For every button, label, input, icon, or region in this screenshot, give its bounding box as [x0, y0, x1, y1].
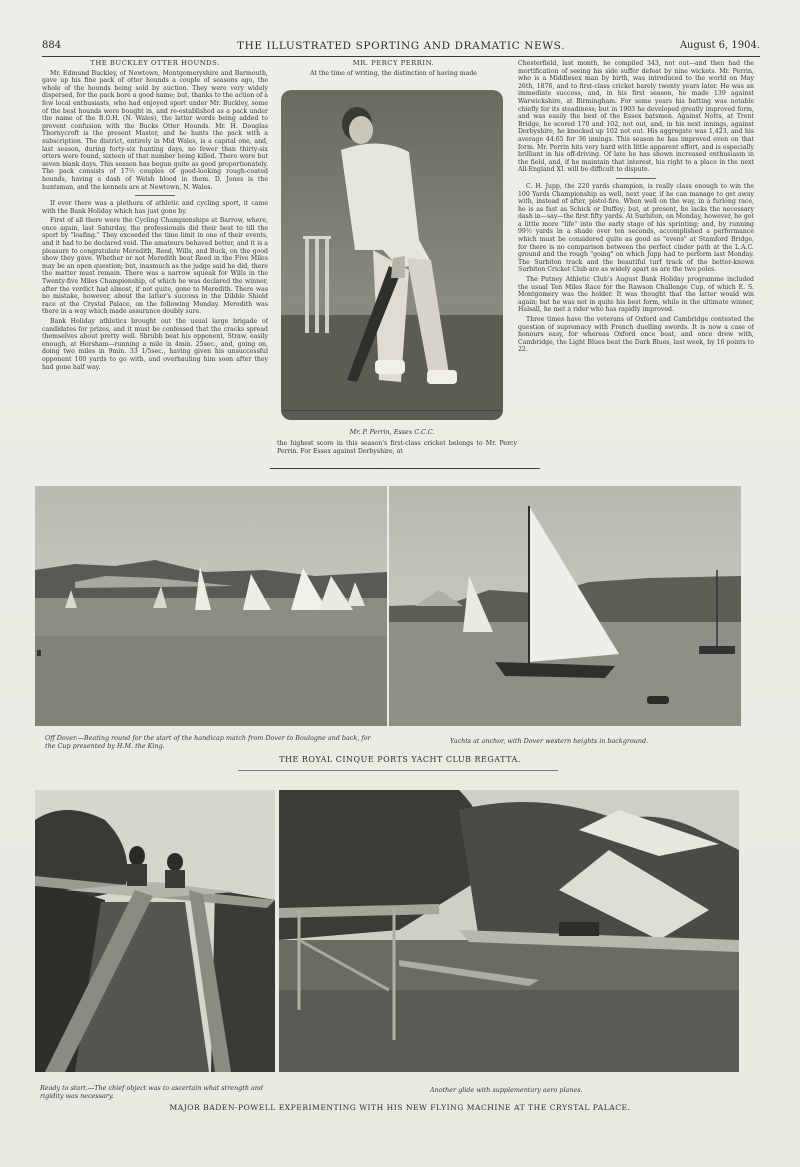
glider-caption-left: Ready to start.—The chief object was to ascertain what strength and rigidity was necessary.: [40, 1084, 264, 1100]
glider-photo-right: [279, 790, 739, 1072]
article-end-rule: [270, 468, 540, 469]
perrin-continue-block: [277, 440, 517, 468]
cricketer-caption: Mr. P. Perrin, Essex C.C.C.: [349, 428, 435, 436]
publication-title: THE ILLUSTRATED SPORTING AND DRAMATIC NEWS.: [236, 40, 566, 52]
fencing-paragraph: Three times have the veterans of Oxford and Cambridge contested the question of supremacy with French duelling swords. It is now a case of honours easy, for whereas Oxford once beat, and once drew with, Cambridge, the Light Blues beat the Dark Blues, last week, by 16 points to 22.: [518, 316, 754, 354]
regatta-caption-left: Off Dover.—Beating round for the start of the handicap match from Dover to Boulogne and back, for the Cup presented by H.M. the King.: [45, 734, 371, 750]
glider-photo-left-image: [35, 790, 275, 1072]
perrin-intro: At the time of writing, the distinction of having made: [310, 69, 477, 77]
issue-date: August 6, 1904.: [679, 40, 760, 51]
regatta-photo-right: [389, 486, 741, 726]
page-header: [42, 40, 760, 56]
otter-paragraph: Mr. Edmund Buckley, of Newtown, Montgomeryshire and Barmouth, gave up his fine pack of otter hounds a couple of seasons ago, the whole of the hounds being sold by auction. They were very widely dispersed, for the pack bore a good name; but, thanks to the action of a few local enthusiasts, who had enjoyed sport under Mr. Buckley, some of the best hounds were bought in, and re-established as a pack under the name of the B.O.H. (N. Wales), the latter words being added to prevent confusion with the Bucks Otter Hounds. Mr. H. Douglas Thornycroft is the present Master, and he hunts the pack with a subscription. The district, entirely in Mid Wales, is a capital one, and, last season, during forty-six hunting days, no fewer than thirty-six otters were found, sixteen of that number being killed. There were but seven blank days. This season has begun quite as good proportionately. The pack consists of 17½ couples of good-looking rough-coated hounds, having a dash of Welsh blood in them. D. Jones is the huntsman, and the kennels are at Newtown, N. Wales.: [42, 69, 268, 191]
perrin-career-paragraph: Chesterfield, last month, he compiled 343, not out—and then had the mortification of seeing his side suffer defeat by nine wickets. Mr. Perrin, who is a Middlesex man by birth, was introduced to the world on May 26th, 1876, and to first-class cricket barely twenty years later. He was an immediate success, and, in his first season, he made 139 against Warwickshire, at Birmingham. For some years his batting was notable chiefly for its steadiness; but in 1903 he developed greatly improved form, and was easily the best of the Essex batsmen. Against Notts, at Trent Bridge, he scored 170 and 102, not out, and, in his next innings, against Derbyshire, he knocked up 102 not out. His aggregate was 1,423, and his average 44.65 for 36 innings. This season he has improved even on that form. Mr. Perrin hits very hard with little apparent effort, and is especially brilliant in his off-driving. Of late he has shown increased enthusiasm in the field, and, if he maintain that interest, his right to a place in the next All-England XI. will be difficult to dispute.: [518, 60, 754, 174]
athletics-holiday-paragraph: Bank Holiday athletics brought out the usual large brigade of candidates for prizes, and it must be confessed that the cracks spread themselves about pretty well. Shrubb beat his opponent, Straw, easily enough, at Hersham—running a mile in 4min. 25sec., and, going on, doing two miles in 9min. 33 1/5sec., having given his unsuccessful opponent 100 yards to go with, and overhauling him soon after they had gone half way.: [42, 318, 268, 371]
athletics-intro: If ever there was a plethora of athletic and cycling sport, it came with the Bank Holiday which has just gone by.: [42, 200, 268, 215]
regatta-photo-right-image: [389, 486, 741, 726]
regatta-photo-left: [35, 486, 387, 726]
regatta-title-rule: [238, 770, 558, 771]
cricketer-photo-image: [281, 90, 503, 420]
perrin-header-block: [277, 60, 510, 90]
glider-title: MAJOR BADEN-POWELL EXPERIMENTING WITH HIS NEW FLYING MACHINE AT THE CRYSTAL PALACE.: [169, 1103, 631, 1112]
regatta-caption-right: Yachts at anchor, with Dover western heights in background.: [450, 737, 649, 745]
header-rule: [42, 56, 760, 57]
perrin-continue-text: the highest score in this season's first-class cricket belongs to Mr. Percy Perrin. For Essex against Derbyshire, at: [277, 440, 517, 455]
page-number: 884: [42, 40, 62, 51]
glider-photo-right-image: [279, 790, 739, 1072]
section-divider-right: [616, 178, 656, 179]
regatta-title: THE ROYAL CINQUE PORTS YACHT CLUB REGATTA.: [279, 755, 521, 764]
otter-heading: THE BUCKLEY OTTER HOUNDS.: [90, 60, 220, 67]
glider-photo-left: [35, 790, 275, 1072]
putney-paragraph: The Putney Athletic Club's August Bank Holiday programme included the usual Ten Miles Race for the Rawson Challenge Cup, of which E. S. Montgomery was the holder. It was thought that the latter would win again; but he was not in quite his best form, while in the ultimate winner, Halsall, he met a rider who has rapidly improved.: [518, 276, 754, 314]
column-left: [42, 60, 268, 470]
perrin-heading: MR. PERCY PERRIN.: [352, 60, 435, 67]
glider-caption-right: Another glide with supplementary aero planes.: [430, 1086, 583, 1094]
cricketer-photo: [281, 90, 503, 420]
jupp-paragraph: C. H. Jupp, the 220 yards champion, is really class enough to win the 100 Yards Championship as well, next year, if he can manage to get away with, instead of after, pistol-fire. When well on the way, in a furlong race, he is as fast as Schick or Duffey; but, at present, he lacks the necessary dash in—say—the first fifty yards. At Surbiton, on Monday, however, he got a little more "life" into the early stage of his sprinting; and, by running 99½ yards in a shade over ten seconds, accomplished a performance which must be considered quite as good as "evens" at Stamford Bridge, for there is no comparison between the perfect cinder path at the L.A.C. ground and the rough "going" on which Jupp had to perform last Monday. The Surbiton track and the beautiful turf track of the better-known Surbiton Cricket Club are as widely apart as are the two poles.: [518, 182, 754, 274]
athletics-cycling-paragraph: First of all there were the Cycling Championships at Barrow, where, once again, last Saturday, the professionals did their best to till the sport by "loafing." They exceeded the time limit in one of their events, and it had to be declared void. The amateurs behaved better, and it is a pleasure to congratulate Meredith, Reed, Wills, and Buck, on the good show they gave. Whether or not Meredith beat Reed in the Five Miles may be an open question; but, inasmuch as the judge said he did, there the matter must remain. There was a narrow squeak for Wills in the Twenty-five Miles Championship, of which he was declared the winner, after the verdict had almost, if not quite, gone to Meredith. There was no mistake, however, about the latter's success in the Dibble Shield race at the Crystal Palace, on the following Monday. Meredith was there in a way which made assurance doubly sure.: [42, 217, 268, 316]
section-divider: [135, 195, 175, 196]
regatta-photo-left-image: [35, 486, 387, 726]
column-right: [518, 60, 754, 470]
